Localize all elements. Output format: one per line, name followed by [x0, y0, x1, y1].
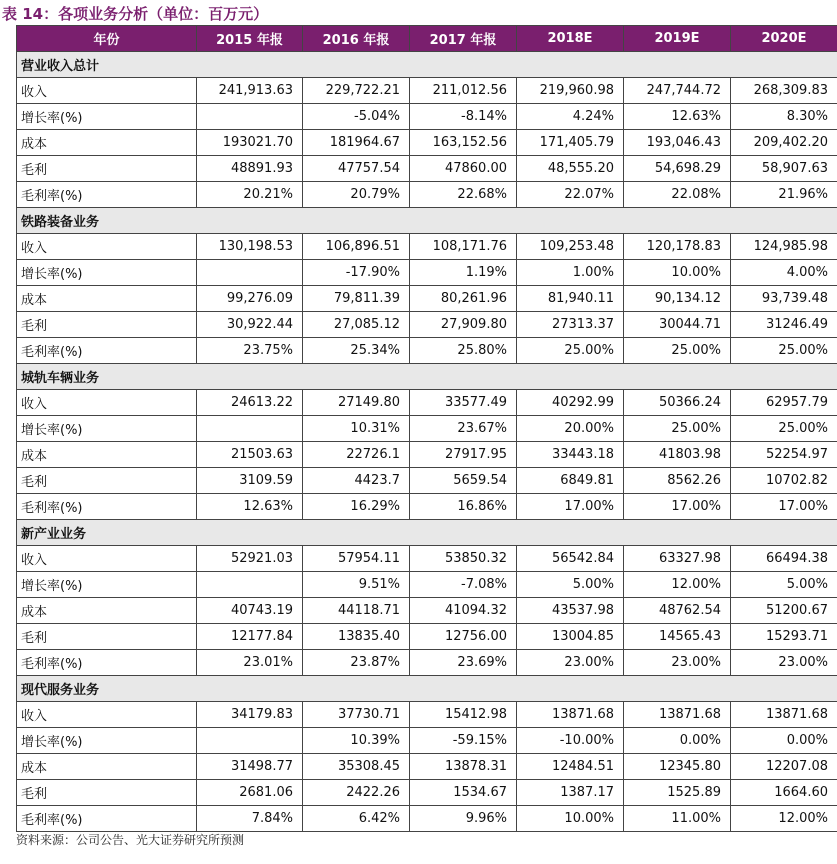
value-cell: 130,198.53: [197, 234, 303, 260]
row-label: 增长率(%): [17, 572, 197, 598]
value-cell: 241,913.63: [197, 78, 303, 104]
section-title: 新产业业务: [17, 520, 837, 546]
value-cell: 23.69%: [410, 650, 517, 676]
value-cell: 16.86%: [410, 494, 517, 520]
value-cell: 25.00%: [517, 338, 624, 364]
value-cell: 4.24%: [517, 104, 624, 130]
section-row: [17, 676, 837, 702]
row-label: 增长率(%): [17, 728, 197, 754]
row-label: 增长率(%): [17, 104, 197, 130]
value-cell: 13871.68: [517, 702, 624, 728]
value-cell: 23.00%: [517, 650, 624, 676]
value-cell: 16.29%: [303, 494, 410, 520]
value-cell: 58,907.63: [731, 156, 837, 182]
table-row: [17, 416, 837, 442]
section-title: 城轨车辆业务: [17, 364, 837, 390]
row-label: 成本: [17, 442, 197, 468]
value-cell: 12207.08: [731, 754, 837, 780]
value-cell: 1534.67: [410, 780, 517, 806]
value-cell: 13835.40: [303, 624, 410, 650]
value-cell: 22726.1: [303, 442, 410, 468]
row-label: 成本: [17, 130, 197, 156]
value-cell: 7.84%: [197, 806, 303, 832]
value-cell: 3109.59: [197, 468, 303, 494]
value-cell: 43537.98: [517, 598, 624, 624]
value-cell: 31498.77: [197, 754, 303, 780]
value-cell: 25.00%: [624, 416, 731, 442]
table-row: [17, 78, 837, 104]
value-cell: 25.00%: [731, 416, 837, 442]
value-cell: [197, 416, 303, 442]
value-cell: 22.08%: [624, 182, 731, 208]
table-row: [17, 754, 837, 780]
table-row: [17, 598, 837, 624]
value-cell: 108,171.76: [410, 234, 517, 260]
value-cell: [197, 260, 303, 286]
section-row: [17, 520, 837, 546]
value-cell: 17.00%: [731, 494, 837, 520]
value-cell: 24613.22: [197, 390, 303, 416]
row-label: 毛利: [17, 156, 197, 182]
value-cell: 17.00%: [517, 494, 624, 520]
table-row: [17, 728, 837, 754]
row-label: 收入: [17, 234, 197, 260]
row-label: 成本: [17, 754, 197, 780]
value-cell: 23.75%: [197, 338, 303, 364]
value-cell: [197, 572, 303, 598]
value-cell: 48,555.20: [517, 156, 624, 182]
value-cell: 10702.82: [731, 468, 837, 494]
section-row: [17, 364, 837, 390]
value-cell: 12177.84: [197, 624, 303, 650]
value-cell: 20.00%: [517, 416, 624, 442]
value-cell: 34179.83: [197, 702, 303, 728]
value-cell: 15412.98: [410, 702, 517, 728]
value-cell: 80,261.96: [410, 286, 517, 312]
value-cell: 109,253.48: [517, 234, 624, 260]
value-cell: 21503.63: [197, 442, 303, 468]
value-cell: 10.31%: [303, 416, 410, 442]
value-cell: 35308.45: [303, 754, 410, 780]
table-row: [17, 572, 837, 598]
row-label: 收入: [17, 546, 197, 572]
value-cell: 0.00%: [731, 728, 837, 754]
value-cell: 6849.81: [517, 468, 624, 494]
value-cell: 50366.24: [624, 390, 731, 416]
value-cell: 13871.68: [624, 702, 731, 728]
row-label: 毛利率(%): [17, 650, 197, 676]
row-label: 毛利: [17, 312, 197, 338]
value-cell: 4.00%: [731, 260, 837, 286]
value-cell: 13878.31: [410, 754, 517, 780]
value-cell: -5.04%: [303, 104, 410, 130]
header-cell-2020e: 2020E: [731, 26, 837, 52]
row-label: 成本: [17, 286, 197, 312]
table-title: 表 14：各项业务分析（单位：百万元）: [2, 5, 269, 23]
value-cell: 23.01%: [197, 650, 303, 676]
value-cell: 8.30%: [731, 104, 837, 130]
table-row: [17, 494, 837, 520]
section-title: 现代服务业务: [17, 676, 837, 702]
value-cell: 5.00%: [517, 572, 624, 598]
value-cell: 47860.00: [410, 156, 517, 182]
row-label: 增长率(%): [17, 260, 197, 286]
table-row: [17, 156, 837, 182]
value-cell: 25.00%: [731, 338, 837, 364]
table-row: [17, 806, 837, 832]
value-cell: 12756.00: [410, 624, 517, 650]
value-cell: 81,940.11: [517, 286, 624, 312]
value-cell: 1.00%: [517, 260, 624, 286]
value-cell: 23.00%: [731, 650, 837, 676]
value-cell: 33577.49: [410, 390, 517, 416]
value-cell: 37730.71: [303, 702, 410, 728]
row-label: 毛利率(%): [17, 338, 197, 364]
table-row: [17, 182, 837, 208]
value-cell: 41094.32: [410, 598, 517, 624]
row-label: 收入: [17, 702, 197, 728]
table-row: [17, 260, 837, 286]
value-cell: 31246.49: [731, 312, 837, 338]
value-cell: 79,811.39: [303, 286, 410, 312]
value-cell: 12.00%: [731, 806, 837, 832]
value-cell: 15293.71: [731, 624, 837, 650]
value-cell: 12345.80: [624, 754, 731, 780]
value-cell: 23.00%: [624, 650, 731, 676]
value-cell: 23.67%: [410, 416, 517, 442]
value-cell: 6.42%: [303, 806, 410, 832]
row-label: 毛利率(%): [17, 494, 197, 520]
value-cell: 247,744.72: [624, 78, 731, 104]
value-cell: 27313.37: [517, 312, 624, 338]
value-cell: 27,909.80: [410, 312, 517, 338]
value-cell: 12.00%: [624, 572, 731, 598]
value-cell: 12.63%: [624, 104, 731, 130]
row-label: 毛利: [17, 468, 197, 494]
row-label: 毛利: [17, 624, 197, 650]
value-cell: 33443.18: [517, 442, 624, 468]
value-cell: -59.15%: [410, 728, 517, 754]
value-cell: 40292.99: [517, 390, 624, 416]
value-cell: 13871.68: [731, 702, 837, 728]
value-cell: 20.79%: [303, 182, 410, 208]
value-cell: 27149.80: [303, 390, 410, 416]
table-row: [17, 442, 837, 468]
header-cell-year: 年份: [17, 26, 197, 52]
value-cell: 48762.54: [624, 598, 731, 624]
value-cell: 124,985.98: [731, 234, 837, 260]
section-title: 铁路装备业务: [17, 208, 837, 234]
value-cell: 5.00%: [731, 572, 837, 598]
value-cell: 171,405.79: [517, 130, 624, 156]
value-cell: 1.19%: [410, 260, 517, 286]
section-row: [17, 208, 837, 234]
header-cell-2015: 2015 年报: [197, 26, 303, 52]
row-label: 收入: [17, 78, 197, 104]
table-row: [17, 702, 837, 728]
value-cell: 17.00%: [624, 494, 731, 520]
value-cell: 209,402.20: [731, 130, 837, 156]
value-cell: 13004.85: [517, 624, 624, 650]
value-cell: 30044.71: [624, 312, 731, 338]
value-cell: 25.34%: [303, 338, 410, 364]
value-cell: 56542.84: [517, 546, 624, 572]
value-cell: 47757.54: [303, 156, 410, 182]
value-cell: 1664.60: [731, 780, 837, 806]
value-cell: 52921.03: [197, 546, 303, 572]
section-row: [17, 52, 837, 78]
header-row: [17, 26, 837, 52]
value-cell: 5659.54: [410, 468, 517, 494]
value-cell: 99,276.09: [197, 286, 303, 312]
value-cell: 54,698.29: [624, 156, 731, 182]
value-cell: 9.96%: [410, 806, 517, 832]
value-cell: 44118.71: [303, 598, 410, 624]
value-cell: 193,046.43: [624, 130, 731, 156]
value-cell: 25.00%: [624, 338, 731, 364]
row-label: 收入: [17, 390, 197, 416]
value-cell: 51200.67: [731, 598, 837, 624]
table-row: [17, 312, 837, 338]
value-cell: 12484.51: [517, 754, 624, 780]
value-cell: 14565.43: [624, 624, 731, 650]
value-cell: 120,178.83: [624, 234, 731, 260]
value-cell: 11.00%: [624, 806, 731, 832]
value-cell: 10.00%: [517, 806, 624, 832]
business-analysis-table: [16, 25, 837, 832]
table-row: [17, 104, 837, 130]
value-cell: 22.07%: [517, 182, 624, 208]
value-cell: 27,085.12: [303, 312, 410, 338]
row-label: 成本: [17, 598, 197, 624]
table-body: [17, 52, 837, 832]
header-cell-2017: 2017 年报: [410, 26, 517, 52]
table-row: [17, 624, 837, 650]
table-row: [17, 338, 837, 364]
value-cell: 53850.32: [410, 546, 517, 572]
value-cell: -7.08%: [410, 572, 517, 598]
table-row: [17, 286, 837, 312]
value-cell: 106,896.51: [303, 234, 410, 260]
value-cell: 10.00%: [624, 260, 731, 286]
value-cell: 9.51%: [303, 572, 410, 598]
row-label: 毛利率(%): [17, 806, 197, 832]
value-cell: 63327.98: [624, 546, 731, 572]
table-row: [17, 468, 837, 494]
value-cell: 93,739.48: [731, 286, 837, 312]
table-row: [17, 234, 837, 260]
value-cell: 2681.06: [197, 780, 303, 806]
value-cell: 181964.67: [303, 130, 410, 156]
value-cell: -8.14%: [410, 104, 517, 130]
value-cell: 21.96%: [731, 182, 837, 208]
value-cell: 20.21%: [197, 182, 303, 208]
row-label: 增长率(%): [17, 416, 197, 442]
value-cell: 52254.97: [731, 442, 837, 468]
source-note: 资料来源：公司公告、光大证券研究所预测: [16, 833, 245, 847]
table-row: [17, 390, 837, 416]
row-label: 毛利率(%): [17, 182, 197, 208]
header-cell-2019e: 2019E: [624, 26, 731, 52]
value-cell: -17.90%: [303, 260, 410, 286]
value-cell: 57954.11: [303, 546, 410, 572]
value-cell: 30,922.44: [197, 312, 303, 338]
value-cell: 0.00%: [624, 728, 731, 754]
value-cell: 90,134.12: [624, 286, 731, 312]
table-row: [17, 650, 837, 676]
value-cell: [197, 728, 303, 754]
table-row: [17, 546, 837, 572]
value-cell: 41803.98: [624, 442, 731, 468]
value-cell: 4423.7: [303, 468, 410, 494]
table-row: [17, 780, 837, 806]
value-cell: -10.00%: [517, 728, 624, 754]
section-title: 营业收入总计: [17, 52, 837, 78]
value-cell: 12.63%: [197, 494, 303, 520]
header-cell-2018e: 2018E: [517, 26, 624, 52]
value-cell: 163,152.56: [410, 130, 517, 156]
value-cell: 22.68%: [410, 182, 517, 208]
value-cell: 219,960.98: [517, 78, 624, 104]
value-cell: 27917.95: [410, 442, 517, 468]
table-row: [17, 130, 837, 156]
value-cell: 8562.26: [624, 468, 731, 494]
value-cell: 268,309.83: [731, 78, 837, 104]
value-cell: 193021.70: [197, 130, 303, 156]
row-label: 毛利: [17, 780, 197, 806]
value-cell: 10.39%: [303, 728, 410, 754]
value-cell: 211,012.56: [410, 78, 517, 104]
value-cell: 48891.93: [197, 156, 303, 182]
value-cell: 2422.26: [303, 780, 410, 806]
value-cell: 66494.38: [731, 546, 837, 572]
value-cell: 23.87%: [303, 650, 410, 676]
value-cell: 40743.19: [197, 598, 303, 624]
value-cell: [197, 104, 303, 130]
value-cell: 229,722.21: [303, 78, 410, 104]
value-cell: 25.80%: [410, 338, 517, 364]
value-cell: 1525.89: [624, 780, 731, 806]
value-cell: 62957.79: [731, 390, 837, 416]
header-cell-2016: 2016 年报: [303, 26, 410, 52]
value-cell: 1387.17: [517, 780, 624, 806]
